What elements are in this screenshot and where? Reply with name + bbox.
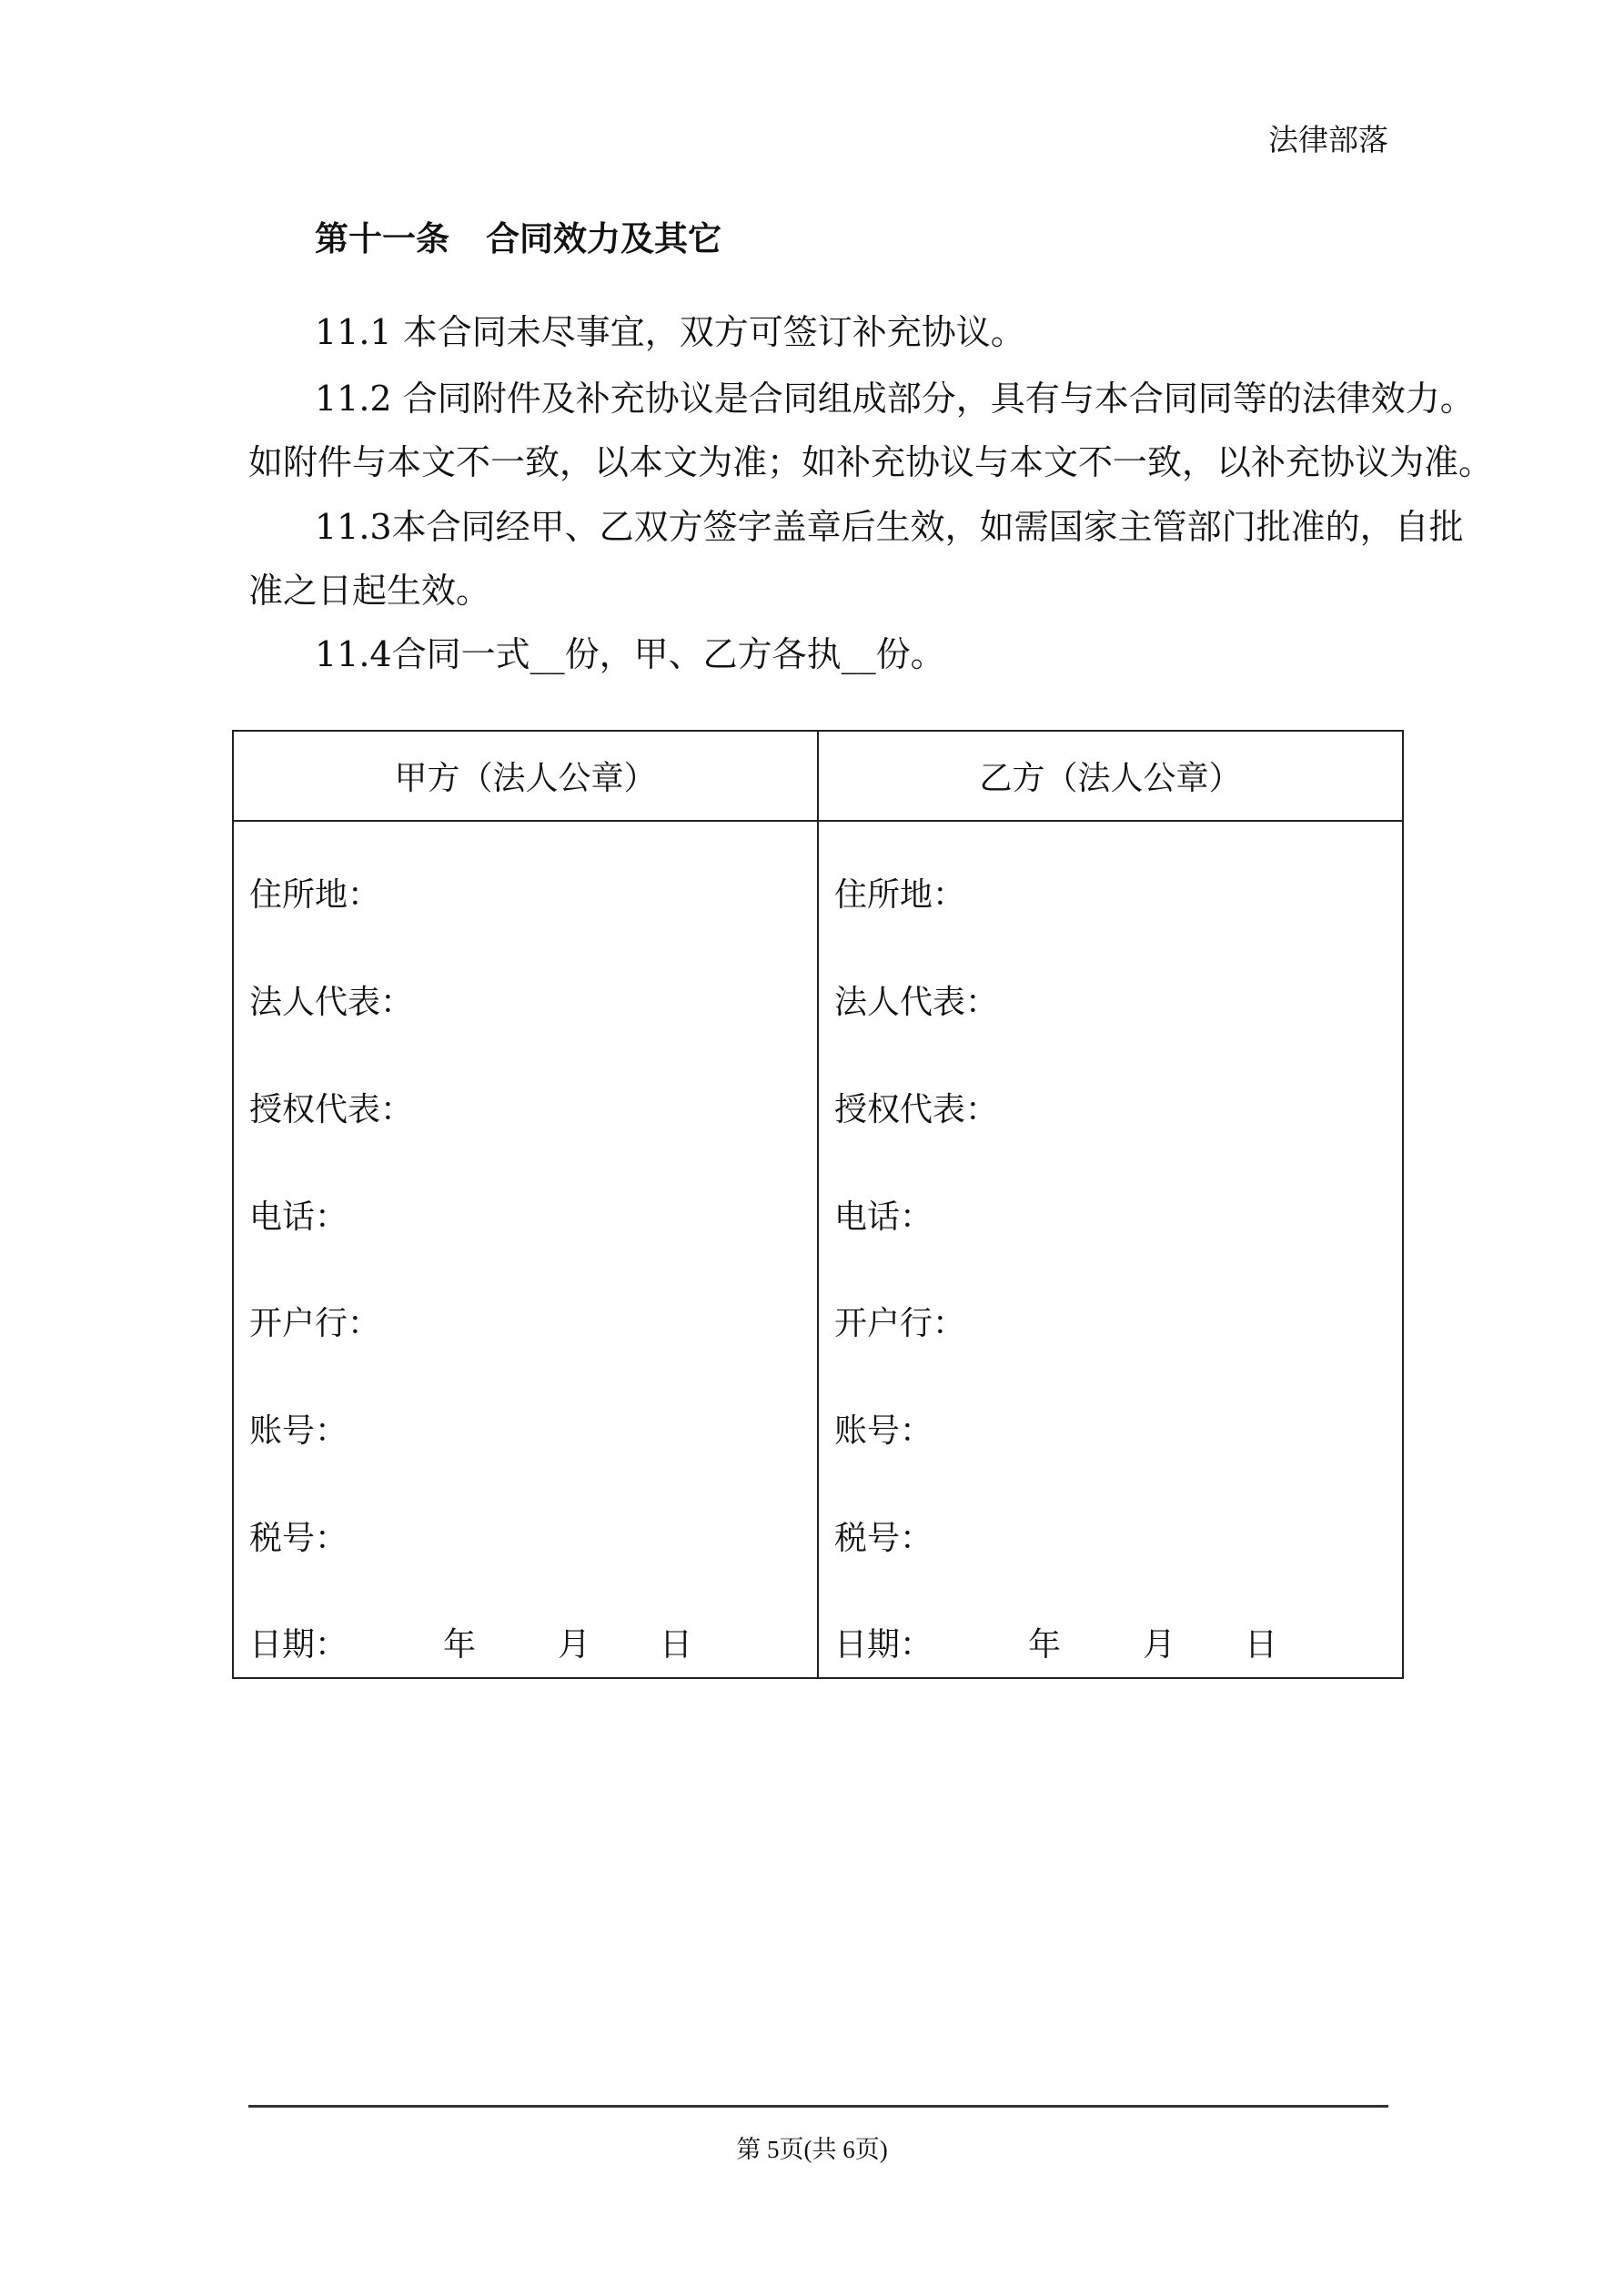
article-heading xyxy=(315,211,721,260)
field-address: 住所地： xyxy=(834,876,966,914)
page-number: 第 5页(共 6页) xyxy=(736,2136,888,2163)
party-b-header: 乙方（法人公章） xyxy=(818,731,1403,821)
field-address: 住所地： xyxy=(249,876,381,914)
field-account: 账号： xyxy=(834,1412,933,1450)
paragraph-11-3: 11.3本合同经甲、乙双方签字盖章后生效，如需国家主管部门批准的，自批 xyxy=(315,507,1464,547)
field-authorized-rep: 授权代表： xyxy=(834,1091,999,1128)
date-label: 日期： xyxy=(249,1626,348,1664)
field-account: 账号： xyxy=(249,1412,348,1450)
date-month: 月 xyxy=(558,1626,591,1664)
date-label: 日期： xyxy=(834,1626,933,1664)
header-text: 法律部落 xyxy=(1268,122,1388,157)
party-a-header: 甲方（法人公章） xyxy=(233,731,818,821)
party-b-cell xyxy=(818,821,1403,1678)
heading-number: 第十一条 xyxy=(315,219,449,258)
paragraph-11-1: 11.1 本合同未尽事宜，双方可签订补充协议。 xyxy=(315,312,1025,352)
field-authorized-rep: 授权代表： xyxy=(249,1091,414,1128)
field-legal-rep: 法人代表： xyxy=(834,984,999,1021)
date-year: 年 xyxy=(1028,1626,1062,1664)
field-bank: 开户行： xyxy=(834,1305,966,1342)
paragraph-11-3-cont: 准之日起生效。 xyxy=(248,571,491,611)
date-year: 年 xyxy=(443,1626,477,1664)
date-day: 日 xyxy=(1245,1626,1278,1664)
paragraph-11-4: 11.4合同一式__份，甲、乙方各执__份。 xyxy=(315,634,945,674)
field-bank: 开户行： xyxy=(249,1305,381,1342)
signature-table xyxy=(232,730,1404,1679)
party-a-cell xyxy=(233,821,818,1678)
date-day: 日 xyxy=(660,1626,693,1664)
field-tax-id: 税号： xyxy=(249,1520,348,1557)
paragraph-11-2-cont: 如附件与本文不一致，以本文为准；如补充协议与本文不一致，以补充协议为准。 xyxy=(248,442,1494,482)
footer-divider xyxy=(248,2105,1388,2108)
field-phone: 电话： xyxy=(249,1199,348,1236)
heading-title: 合同效力及其它 xyxy=(486,219,721,258)
paragraph-11-2: 11.2 合同附件及补充协议是合同组成部分，具有与本合同同等的法律效力。 xyxy=(315,379,1475,419)
field-legal-rep: 法人代表： xyxy=(249,984,414,1021)
date-month: 月 xyxy=(1143,1626,1176,1664)
field-phone: 电话： xyxy=(834,1199,933,1236)
field-tax-id: 税号： xyxy=(834,1520,933,1557)
